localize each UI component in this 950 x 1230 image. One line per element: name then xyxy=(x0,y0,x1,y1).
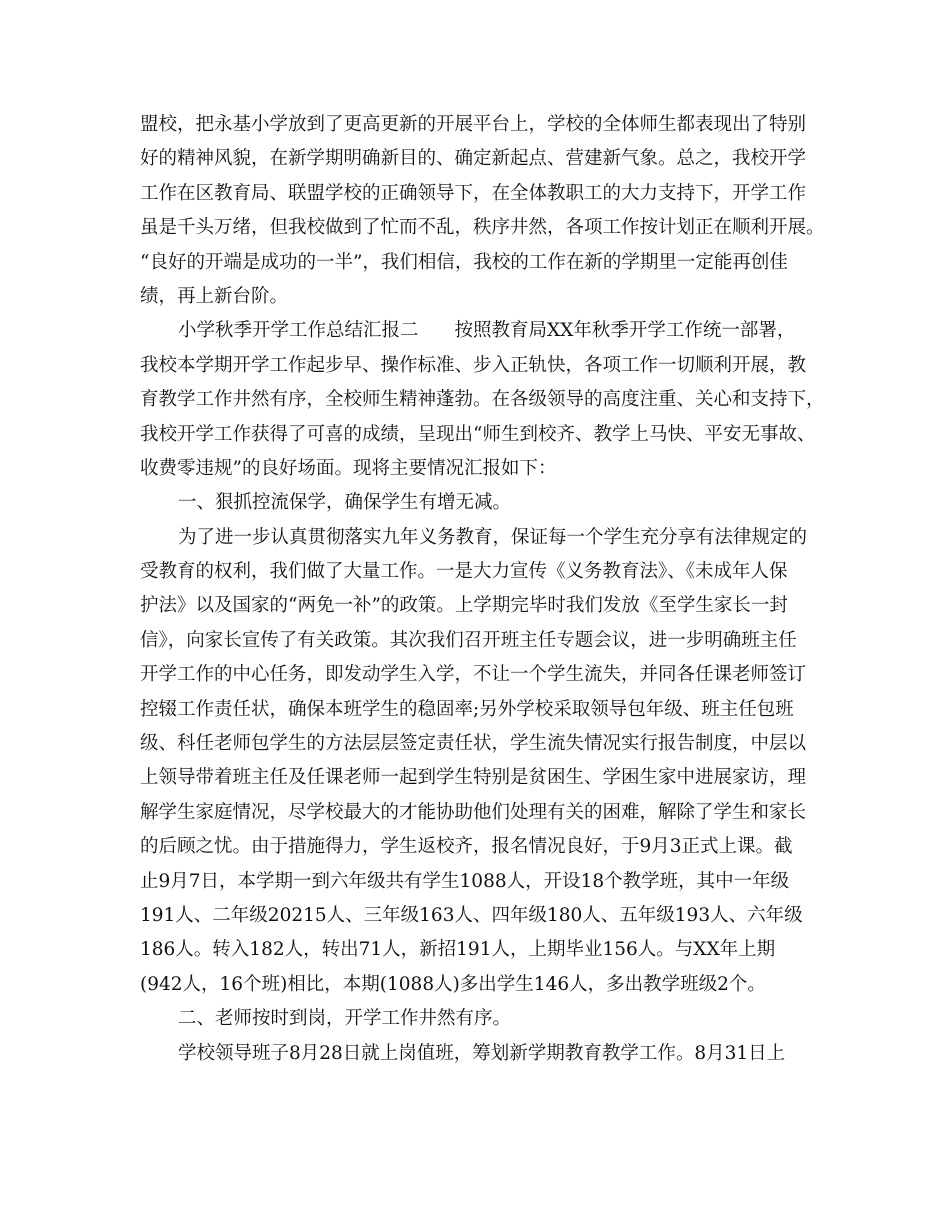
text-line: 开学工作的中心任务，即发动学生入学，不让一个学生流失，并同各任课老师签订 xyxy=(140,664,807,686)
text-line: 解学生家庭情况，尽学校最大的才能协助他们处理有关的困难，解除了学生和家长 xyxy=(140,801,807,823)
section-title: 小学秋季开学工作总结汇报二 xyxy=(178,320,419,342)
text-line: 信》，向家长宣传了有关政策。其次我们召开班主任专题会议，进一步明确班主任 xyxy=(140,629,797,651)
section-title-line xyxy=(140,314,815,348)
text-line: 虽是千头万绪，但我校做到了忙而不乱，秩序井然，各项工作按计划正在顺利开展。 xyxy=(140,217,825,239)
text-line: 191人、二年级20215人、三年级163人、四年级180人、五年级193人、六年级 xyxy=(140,904,803,926)
section-heading-1: 一、狠抓控流保学，确保学生有增无减。 xyxy=(178,492,512,514)
text-line: 的后顾之忧。由于措施得力，学生返校齐，报名情况良好，于9月3正式上课。截 xyxy=(140,836,793,858)
paragraph-first-line: 学校领导班子8月28日就上岗值班，筹划新学期教育教学工作。8月31日上 xyxy=(178,1042,786,1064)
text-line: 上领导带着班主任及任课老师一起到学生特别是贫困生、学困生家中进展家访，理 xyxy=(140,767,807,789)
text-line: 好的精神风貌，在新学期明确新目的、确定新起点、营建新气象。总之，我校开学 xyxy=(140,148,807,170)
text-line: (942人，16个班)相比，本期(1088人)多出学生146人，多出教学班级2个。 xyxy=(140,973,766,995)
text-line: 工作在区教育局、联盟学校的正确领导下，在全体教职工的大力支持下，开学工作 xyxy=(140,182,807,204)
section-intro-text: 按照教育局XX年秋季开学工作统一部署， xyxy=(454,320,796,342)
text-line: 绩，再上新台阶。 xyxy=(140,285,289,307)
section-heading-2: 二、老师按时到岗，开学工作井然有序。 xyxy=(178,1008,512,1030)
text-line: 盟校，把永基小学放到了更高更新的开展平台上，学校的全体师生都表现出了特别 xyxy=(140,114,807,135)
text-line: 止9月7日，本学期一到六年级共有学生1088人，开设18个教学班，其中一年级 xyxy=(140,870,790,892)
text-line: 186人。转入182人，转出71人，新招191人，上期毕业156人。与XX年上期 xyxy=(140,939,776,961)
text-line: 我校本学期开学工作起步早、操作标准、步入正轨快，各项工作一切顺利开展，教 xyxy=(140,354,807,376)
document-body xyxy=(140,108,825,1071)
text-line: 收费零违规”的良好场面。现将主要情况汇报如下： xyxy=(140,457,557,479)
text-line: 护法》以及国家的“两免一补”的政策。上学期完毕时我们发放《至学生家长一封 xyxy=(140,595,788,617)
text-line: “良好的开端是成功的一半”，我们相信，我校的工作在新的学期里一定能再创佳 xyxy=(140,251,788,273)
text-line: 受教育的权利，我们做了大量工作。一是大力宣传《义务教育法》、《未成年人保 xyxy=(140,561,788,583)
text-line: 级、科任老师包学生的方法层层签定责任状，学生流失情况实行报告制度，中层以 xyxy=(140,733,807,755)
text-line: 控辍工作责任状，确保本班学生的稳固率;另外学校采取领导包年级、班主任包班 xyxy=(140,698,794,720)
paragraph-first-line: 为了进一步认真贯彻落实九年义务教育，保证每一个学生充分享有法律规定的 xyxy=(178,526,808,548)
text-line: 育教学工作井然有序，全校师生精神蓬勃。在各级领导的高度注重、关心和支持下， xyxy=(140,389,825,411)
text-line: 我校开学工作获得了可喜的成绩，呈现出“师生到校齐、教学上马快、平安无事故、 xyxy=(140,423,816,445)
